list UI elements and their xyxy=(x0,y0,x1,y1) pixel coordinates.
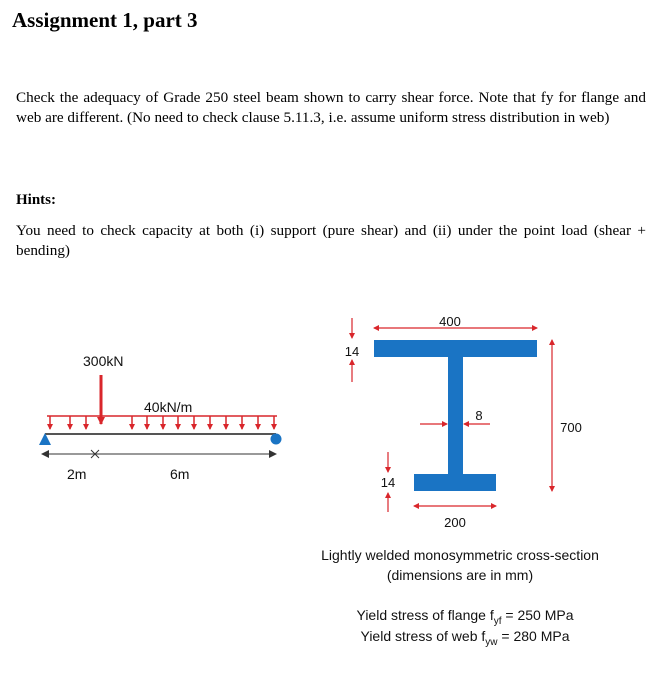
span-left-label: 2m xyxy=(67,466,87,482)
hints-heading: Hints: xyxy=(16,192,57,208)
point-load-label: 300kN xyxy=(83,353,124,369)
bottom-flange xyxy=(414,474,496,491)
span-right-label: 6m xyxy=(170,466,190,482)
bottom-width-label: 200 xyxy=(444,515,466,530)
section-caption xyxy=(300,545,620,585)
problem-statement: Check the adequacy of Grade 250 steel beam shown to carry shear force. Note that fy for flange and web are different. (No need to check clause 5.11.3, i.e. assume uniform stress distribution in web) xyxy=(16,89,646,126)
web xyxy=(448,357,463,474)
yield-flange: Yield stress of flange $f_{yf} = 250$ MPa xyxy=(356,607,574,627)
udl-label: 40kN/m xyxy=(144,399,193,415)
caption-line-2: (dimensions are in mm) xyxy=(386,567,534,583)
web-thickness-label: 8 xyxy=(475,408,483,423)
roller-support xyxy=(271,434,282,445)
udl-arrows xyxy=(50,416,274,429)
top-width-label: 400 xyxy=(439,314,461,329)
hints-text: You need to check capacity at both (i) support (pure shear) and (ii) under the point load (shear + bending) xyxy=(16,222,646,259)
span-dimension xyxy=(42,450,276,458)
page-title: Assignment 1, part 3 xyxy=(12,8,198,32)
top-flange xyxy=(374,340,537,357)
bottom-thickness-label: 14 xyxy=(380,475,396,490)
depth-label: 700 xyxy=(560,420,582,435)
caption-line-1: Lightly welded monosymmetric cross-section xyxy=(321,547,599,563)
cross-section xyxy=(345,314,582,530)
yield-web: Yield stress of web $f_{yw} = 280$ MPa xyxy=(360,628,570,648)
top-thickness-label: 14 xyxy=(344,344,360,359)
beam-diagram xyxy=(39,353,282,482)
